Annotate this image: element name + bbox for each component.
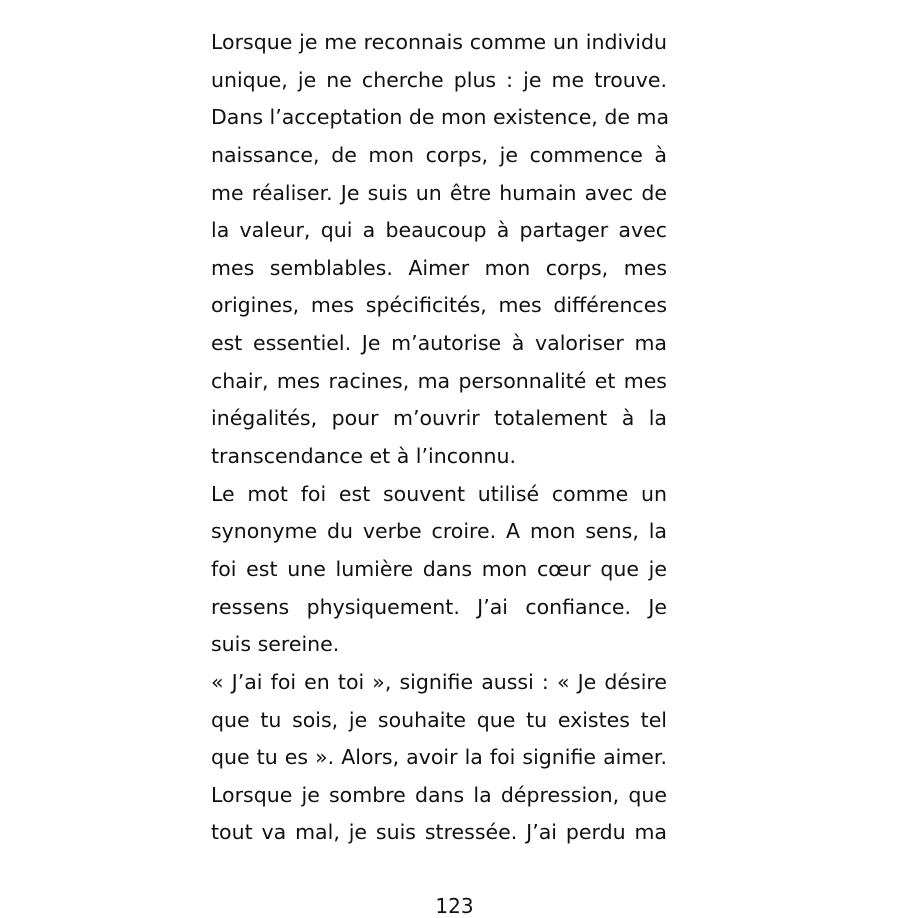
text-line: synonyme du verbe croire. A mon sens, la [211, 519, 667, 544]
text-line: chair, mes racines, ma personnalité et mes [211, 368, 667, 393]
text-line: que tu es ». Alors, avoir la foi signifie aimer. [211, 745, 667, 770]
text-line: Lorsque je me reconnais comme un individu [211, 30, 667, 54]
text-line: inégalités, pour m’ouvrir totalement à la [211, 406, 667, 431]
text-line: naissance, de mon corps, je commence à [211, 142, 667, 167]
text-line: Le mot foi est souvent utilisé comme un [211, 481, 667, 506]
text-line: est essentiel. Je m’autorise à valoriser ma [211, 331, 667, 356]
text-line: unique, je ne cherche plus : je me trouve. [211, 67, 667, 92]
body-text [211, 24, 670, 852]
text-line: origines, mes spécificités, mes différences [211, 293, 667, 318]
text-line: la valeur, qui a beaucoup à partager avec [211, 218, 667, 243]
paragraph-last-line: transcendance et à l’inconnu. [211, 444, 516, 469]
text-line: me réaliser. Je suis un être humain avec de [211, 180, 667, 205]
text-line: Dans l’acceptation de mon existence, de ma [211, 105, 670, 130]
text-line: foi est une lumière dans mon cœur que je [211, 556, 667, 581]
text-line: « J’ai foi en toi », signifie aussi : « Je désire [211, 669, 667, 694]
page-number: 123 [435, 894, 474, 918]
text-line: Lorsque je sombre dans la dépression, que [211, 782, 667, 807]
text-line: mes semblables. Aimer mon corps, mes [211, 255, 667, 280]
text-line: que tu sois, je souhaite que tu existes tel [211, 707, 667, 732]
paragraph-last-line: suis sereine. [211, 632, 340, 657]
text-line: ressens physiquement. J’ai confiance. Je [211, 594, 667, 619]
text-line: tout va mal, je suis stressée. J’ai perdu ma [211, 820, 667, 845]
